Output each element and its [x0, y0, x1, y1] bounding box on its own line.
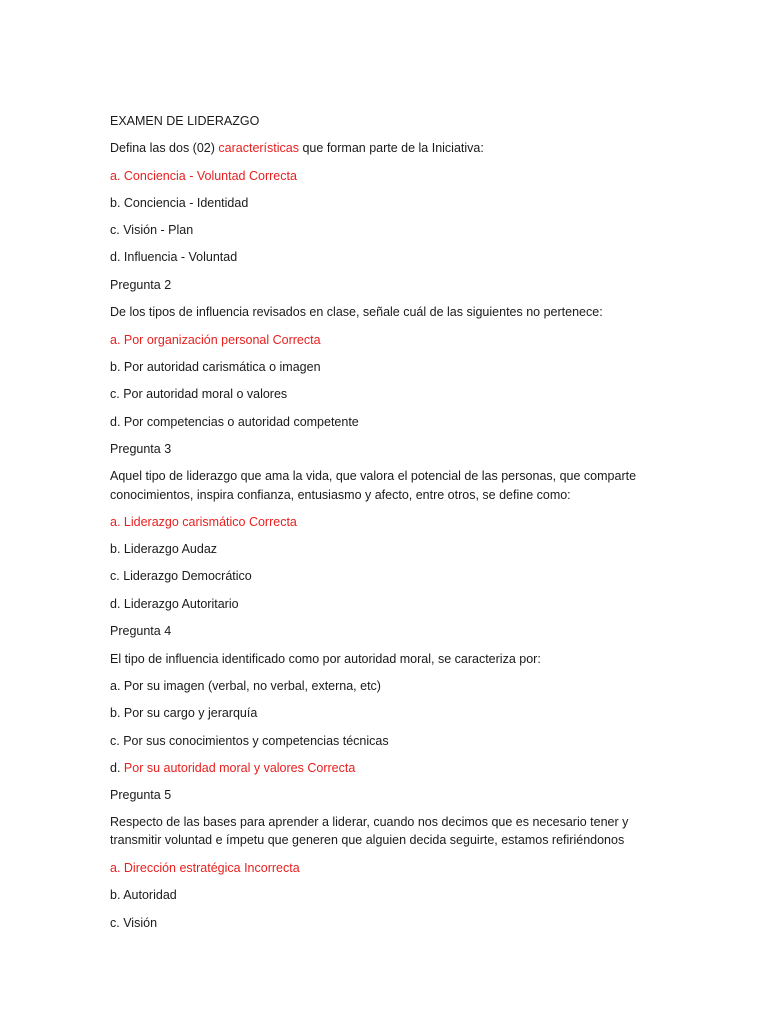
question-5-option-b: b. Autoridad	[110, 888, 177, 902]
question-2-option-b: b. Por autoridad carismática o imagen	[110, 360, 321, 374]
question-3-option-b: b. Liderazgo Audaz	[110, 542, 218, 556]
question-1-prompt-before: Defina las dos (02)	[110, 141, 215, 155]
question-4-option-d	[110, 761, 355, 776]
question-1-prompt-after: que forman parte de la Iniciativa:	[302, 141, 484, 155]
question-4-heading: Pregunta 4	[110, 624, 172, 638]
question-1-prompt-highlight: características	[218, 141, 299, 155]
question-5-option-a: a. Dirección estratégica Incorrecta	[110, 861, 300, 875]
question-4-option-d-text: Por su autoridad moral y valores Correcta	[123, 761, 356, 775]
question-2-option-c: c. Por autoridad moral o valores	[110, 387, 288, 401]
question-1-prompt	[110, 141, 484, 156]
question-1-option-b: b. Conciencia - Identidad	[110, 196, 249, 210]
question-5-heading: Pregunta 5	[110, 788, 172, 802]
question-4-option-b: b. Por su cargo y jerarquía	[110, 706, 258, 720]
question-1-option-c: c. Visión - Plan	[110, 223, 194, 237]
question-2-option-d: d. Por competencias o autoridad competente	[110, 415, 359, 429]
question-4-option-d-prefix: d.	[110, 761, 121, 775]
question-1-option-a: a. Conciencia - Voluntad Correcta	[110, 169, 297, 183]
question-3-option-d: d. Liderazgo Autoritario	[110, 597, 239, 611]
question-4-option-a: a. Por su imagen (verbal, no verbal, externa, etc)	[110, 679, 381, 693]
question-2-heading: Pregunta 2	[110, 278, 172, 292]
question-4-option-c: c. Por sus conocimientos y competencias técnicas	[110, 734, 389, 748]
question-3-prompt-line-1: Aquel tipo de liderazgo que ama la vida, que valora el potencial de las personas, que comparte	[110, 469, 637, 483]
question-5-option-c: c. Visión	[110, 916, 158, 930]
question-2-option-a: a. Por organización personal Correcta	[110, 333, 321, 347]
question-2-prompt: De los tipos de influencia revisados en clase, señale cuál de las siguientes no pertenece:	[110, 305, 603, 319]
question-3-heading: Pregunta 3	[110, 442, 172, 456]
question-3-option-a: a. Liderazgo carismático Correcta	[110, 515, 297, 529]
question-3-option-c: c. Liderazgo Democrático	[110, 569, 252, 583]
question-5-prompt-line-1: Respecto de las bases para aprender a liderar, cuando nos decimos que es necesario tener y	[110, 815, 629, 829]
document-title: EXAMEN DE LIDERAZGO	[110, 114, 260, 128]
question-3-prompt-line-2: conocimientos, inspira confianza, entusiasmo y afecto, entre otros, se define como:	[110, 488, 571, 502]
question-5-prompt-line-2: transmitir voluntad e ímpetu que generen que alguien decida seguirte, estamos refiriéndonos	[110, 833, 625, 847]
question-4-prompt: El tipo de influencia identificado como por autoridad moral, se caracteriza por:	[110, 652, 541, 666]
question-1-option-d: d. Influencia - Voluntad	[110, 250, 238, 264]
